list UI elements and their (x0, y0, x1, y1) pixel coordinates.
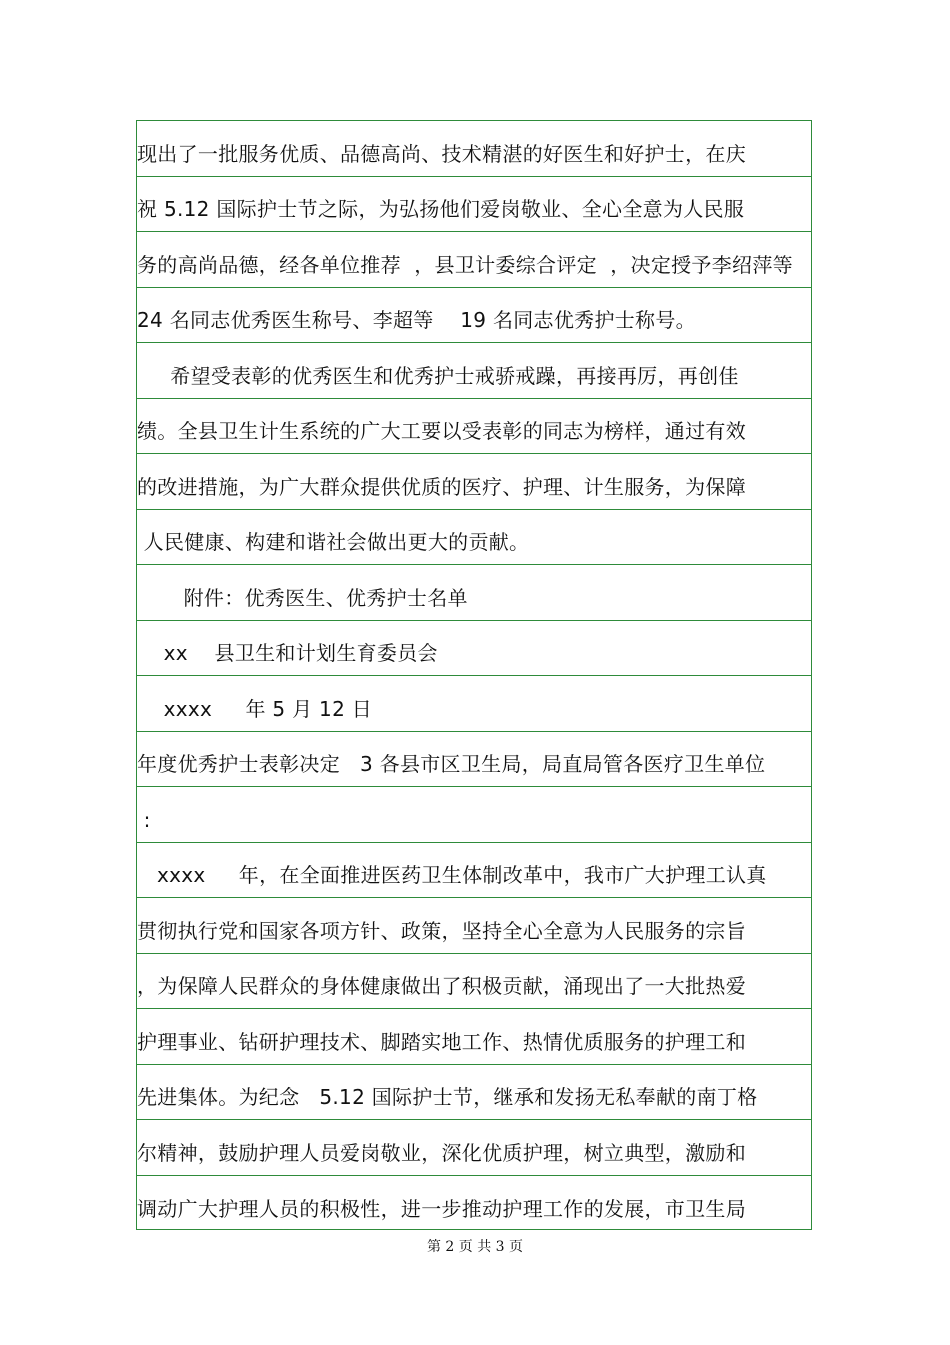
text-line-4 (137, 287, 811, 343)
text-line-7 (137, 454, 811, 510)
line-text: 护理事业、钻研护理技术、脚踏实地工作、热情优质服务的护理工和 (137, 1030, 746, 1054)
line-text: 的改进措施，为广大群众提供优质的医疗、护理、计生服务，为保障 (137, 475, 746, 499)
line-text: 年度优秀护士表彰决定 3 各县市区卫生局，局直局管各医疗卫生单位 (137, 752, 766, 776)
text-line-16 (137, 953, 811, 1009)
text-line-14 (137, 842, 811, 898)
text-line-17 (137, 1009, 811, 1065)
text-line-15 (137, 898, 811, 954)
line-text: xxxx 年 5 月 12 日 (137, 697, 373, 721)
line-text: 祝 5.12 国际护士节之际，为弘扬他们爱岗敬业、全心全意为人民服 (137, 197, 745, 221)
line-text: 贯彻执行党和国家各项方针、政策，坚持全心全意为人民服务的宗旨 (137, 919, 746, 943)
text-line-19 (137, 1120, 811, 1176)
text-line-20 (137, 1175, 811, 1231)
text-line-9 (137, 565, 811, 621)
line-text: 24 名同志优秀医生称号、李超等 19 名同志优秀护士称号。 (137, 308, 696, 332)
line-text: 绩。全县卫生计生系统的广大工要以受表彰的同志为榜样，通过有效 (137, 419, 746, 443)
text-line-18 (137, 1064, 811, 1120)
line-text: 尔精神，鼓励护理人员爱岗敬业，深化优质护理，树立典型，激励和 (137, 1141, 746, 1165)
line-text: xxxx 年，在全面推进医药卫生体制改革中，我市广大护理工认真 (137, 863, 767, 887)
text-line-11 (137, 676, 811, 732)
line-text: 附件：优秀医生、优秀护士名单 (137, 586, 468, 610)
text-line-6 (137, 398, 811, 454)
text-line-3 (137, 232, 811, 288)
text-line-8 (137, 509, 811, 565)
text-line-13 (137, 787, 811, 843)
line-text: 人民健康、构建和谐社会做出更大的贡献。 (137, 530, 530, 554)
text-line-12 (137, 731, 811, 787)
line-text: 先进集体。为纪念 5.12 国际护士节，继承和发扬无私奉献的南丁格 (137, 1085, 758, 1109)
line-text: 调动广大护理人员的积极性，进一步推动护理工作的发展，市卫生局 (137, 1197, 746, 1221)
page-number: 第 2 页 共 3 页 (426, 1239, 524, 1255)
line-text: ，为保障人民群众的身体健康做出了积极贡献，涌现出了一大批热爱 (137, 974, 746, 998)
line-text: 希望受表彰的优秀医生和优秀护士戒骄戒躁，再接再厉，再创佳 (137, 364, 739, 388)
text-line-2 (137, 176, 811, 232)
line-text: : (137, 808, 151, 832)
text-line-5 (137, 343, 811, 399)
line-text: 现出了一批服务优质、品德高尚、技术精湛的好医生和好护士，在庆 (137, 142, 746, 166)
line-text: 务的高尚品德，经各单位推荐 ，县卫计委综合评定 ，决定授予李绍萍等 (137, 253, 793, 277)
text-frame (136, 120, 812, 1230)
text-line-1 (137, 121, 811, 177)
text-line-10 (137, 620, 811, 676)
line-text: xx 县卫生和计划生育委员会 (137, 641, 438, 665)
